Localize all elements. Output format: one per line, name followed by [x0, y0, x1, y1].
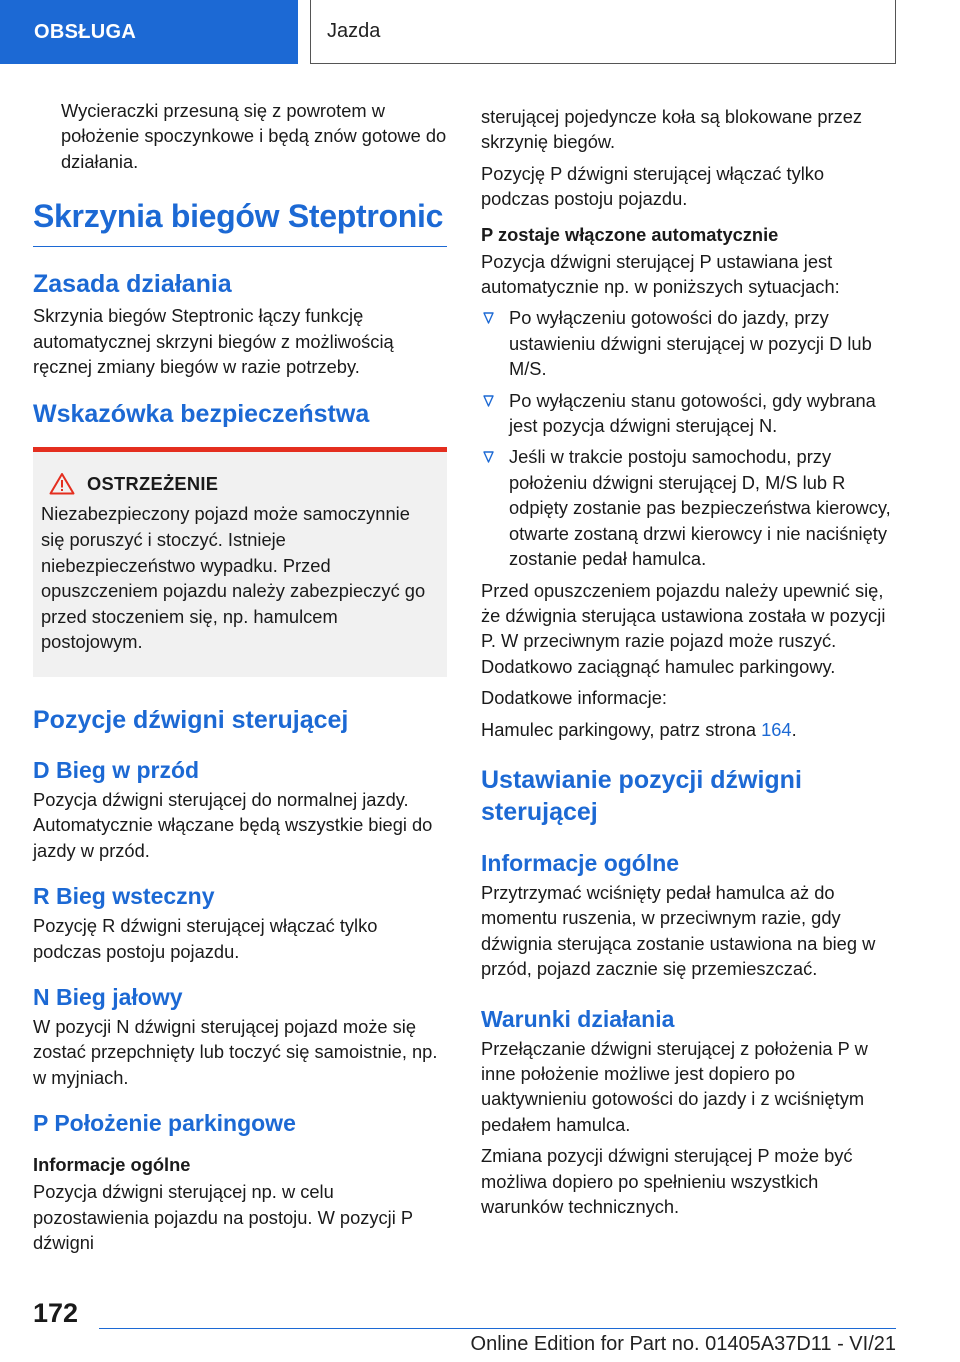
paragraph-reference	[481, 717, 895, 742]
warning-text: Niezabezpieczony pojazd może samoczynnie się poruszyć i stoczyć. Istnieje niebezpieczeństwo wypadku. Przed opuszczeniem pojazdu należy zabezpieczyć go przed stoczeniem się, np. hamulcem postojowym.	[41, 503, 426, 653]
list-item	[481, 444, 895, 571]
triangle-bullet-icon	[483, 312, 494, 324]
page-number: 172	[33, 1298, 79, 1328]
paragraph-info: Przytrzymać wciśnięty pedał hamulca aż do momentu ruszenia, w przeciwnym razie, gdy dźwignia sterująca zostanie ustawiona na bieg w przód, pojazd zacznie się przemieszczać.	[481, 881, 876, 980]
paragraph-p: Pozycja dźwigni sterującej np. w celu pozostawienia pojazdu na postoju. W pozycji P dźwigni	[33, 1181, 413, 1254]
warning-box	[33, 447, 447, 677]
paragraph-n: W pozycji N dźwigni sterującej pojazd może się zostać przepchnięty lub toczyć się samoistnie, np. w myjniach.	[33, 1016, 438, 1088]
list-item-text: Jeśli w trakcie postoju samochodu, przy położeniu dźwigni sterującej D, M/S lub R odpięty zostanie pas bezpieczeństwa kierowcy, otwarte zostaną drzwi kierowcy i nie naciśnięty zostanie pedał hamulca.	[509, 446, 891, 570]
section-tab: OBSŁUGA	[0, 0, 298, 64]
paragraph-auto: Pozycja dźwigni sterującej P ustawiana jest automatycznie np. w poniższych sytuacjach:	[481, 250, 840, 298]
paragraph-conditions-1: Przełączanie dźwigni sterującej z położenia P w inne położenie możliwe jest dopiero po uaktywnieniu gotowości do jazdy i z wciśniętym pedałem hamulca.	[481, 1037, 868, 1135]
warning-triangle-icon	[49, 472, 75, 495]
left-column	[33, 98, 447, 1255]
paragraph-zasada: Skrzynia biegów Steptronic łączy funkcję automatycznej skrzyni biegów z możliwością ręcznej zmiany biegów w razie potrzeby.	[33, 305, 394, 378]
heading-p: P Położenie parkingowe	[33, 1110, 296, 1137]
right-column	[481, 104, 895, 1219]
paragraph-continued: sterującej pojedyncze koła są blokowane przez skrzynię biegów.	[481, 106, 863, 153]
list-item-text: Po wyłączeniu gotowości do jazdy, przy ustawieniu dźwigni sterującej w pozycji D lub M/S.	[509, 307, 872, 380]
heading-zasada: Zasada działania	[33, 270, 232, 299]
paragraph-p-rule: Pozycję P dźwigni sterującej włączać tylko podczas postoju pojazdu.	[481, 162, 825, 210]
warning-title: OSTRZEŻENIE	[87, 472, 219, 494]
paragraph-d: Pozycja dźwigni sterującej do normalnej jazdy. Automatycznie włączane będą wszystkie biegi do jazdy w przód.	[33, 789, 433, 861]
heading-safety: Wskazówka bezpieczeństwa	[33, 400, 370, 429]
heading-conditions: Warunki działania	[481, 1005, 675, 1032]
subheading-p-info: Informacje ogólne	[33, 1154, 191, 1176]
paragraph-additional: Dodatkowe informacje:	[481, 687, 667, 709]
chapter-title: Jazda	[310, 0, 896, 64]
paragraph-conditions-2: Zmiana pozycji dźwigni sterującej P może być możliwa dopiero po spełnieniu wszystkich warunków technicznych.	[481, 1145, 853, 1217]
heading-set-position: Ustawianie pozycji dźwigni sterującej	[481, 765, 802, 826]
page-link-164[interactable]: 164	[761, 718, 792, 740]
heading-positions: Pozycje dźwigni sterującej	[33, 706, 349, 734]
triangle-bullet-icon	[483, 451, 494, 463]
intro-paragraph: Wycieraczki przesuną się z powrotem w położenie spoczynkowe i będą znów gotowe do działania.	[61, 100, 447, 172]
list-item	[481, 305, 895, 381]
auto-p-list	[481, 305, 895, 571]
footer-divider	[99, 1328, 896, 1329]
triangle-bullet-icon	[483, 395, 494, 407]
heading-r: R Bieg wsteczny	[33, 883, 215, 910]
paragraph-before-leave: Przed opuszczeniem pojazdu należy upewnić się, że dźwignia sterująca ustawiona została w pozycji P. W przeciwnym razie pojazd może ruszyć. Dodatkowo zaciągnąć hamulec parkingowy.	[481, 579, 886, 677]
reference-end: .	[791, 718, 797, 740]
page-title: Skrzynia biegów Steptronic	[33, 196, 447, 247]
heading-info: Informacje ogólne	[481, 849, 680, 876]
list-item-text: Po wyłączeniu stanu gotowości, gdy wybrana jest pozycja dźwigni sterującej N.	[509, 389, 876, 437]
footer-edition: Online Edition for Part no. 01405A37D11 - VI/21	[470, 1333, 896, 1355]
list-item	[481, 388, 895, 439]
paragraph-r: Pozycję R dźwigni sterującej włączać tylko podczas postoju pojazdu.	[33, 915, 378, 962]
subheading-auto: P zostaje włączone automatycznie	[481, 223, 779, 245]
reference-text: Hamulec parkingowy, patrz strona	[481, 718, 762, 740]
warning-header	[41, 472, 433, 495]
heading-d: D Bieg w przód	[33, 757, 200, 783]
heading-n: N Bieg jałowy	[33, 984, 183, 1011]
